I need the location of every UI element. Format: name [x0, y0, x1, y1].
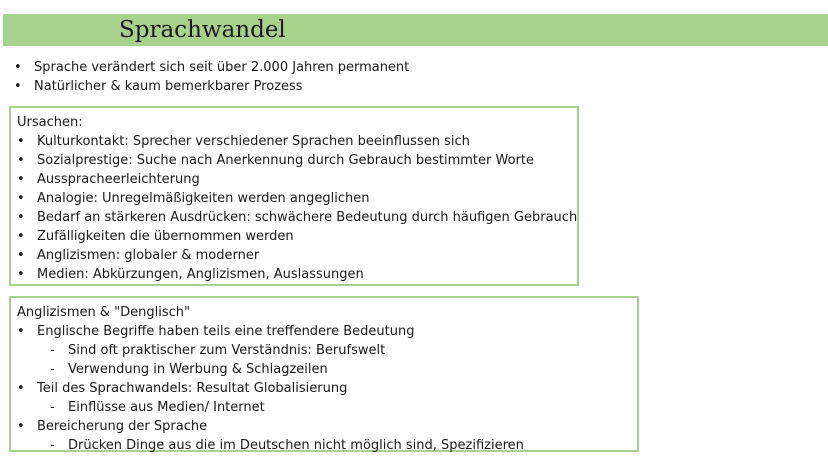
anglizismen-item	[17, 322, 524, 341]
ursachen-item-text: Anglizismen: globaler & moderner	[37, 248, 260, 263]
anglizismen-item	[17, 417, 524, 436]
anglizismen-item-text: Teil des Sprachwandels: Resultat Globalisierung	[37, 381, 348, 396]
dash-icon: -	[50, 343, 55, 358]
anglizismen-box	[9, 296, 639, 452]
bullet-icon: •	[17, 153, 25, 168]
dash-icon: -	[50, 400, 55, 415]
anglizismen-subitem-text: Sind oft praktischer zum Verständnis: Berufswelt	[68, 343, 386, 358]
ursachen-item-text: Sozialprestige: Suche nach Anerkennung durch Gebrauch bestimmter Worte	[37, 153, 534, 168]
intro-item-text: Natürlicher & kaum bemerkbarer Prozess	[34, 79, 303, 94]
bullet-icon: •	[14, 60, 22, 75]
ursachen-item-text: Medien: Abkürzungen, Anglizismen, Auslassungen	[37, 267, 364, 282]
ursachen-list	[17, 132, 577, 284]
slide-title: Sprachwandel	[119, 17, 286, 43]
intro-list	[14, 58, 409, 96]
ursachen-box	[9, 106, 579, 286]
bullet-icon: •	[17, 419, 25, 434]
ursachen-item-text: Zufälligkeiten die übernommen werden	[37, 229, 294, 244]
bullet-icon: •	[17, 229, 25, 244]
ursachen-item-text: Ausspracheerleichterung	[37, 172, 200, 187]
ursachen-item	[17, 170, 577, 189]
anglizismen-subitem	[17, 341, 524, 360]
ursachen-item-text: Analogie: Unregelmäßigkeiten werden angeglichen	[37, 191, 370, 206]
ursachen-heading: Ursachen:	[17, 115, 83, 130]
dash-icon: -	[50, 438, 55, 453]
anglizismen-subitem-text: Drücken Dinge aus die im Deutschen nicht möglich sind, Spezifizieren	[68, 438, 524, 453]
anglizismen-item-text: Englische Begriffe haben teils eine treffendere Bedeutung	[37, 324, 415, 339]
ursachen-item	[17, 265, 577, 284]
anglizismen-item	[17, 379, 524, 398]
ursachen-item-text: Kulturkontakt: Sprecher verschiedener Sprachen beeinflussen sich	[37, 134, 470, 149]
intro-item	[14, 77, 409, 96]
bullet-icon: •	[17, 324, 25, 339]
anglizismen-item-text: Bereicherung der Sprache	[37, 419, 208, 434]
ursachen-content	[17, 113, 577, 284]
anglizismen-content	[17, 303, 524, 455]
dash-icon: -	[50, 362, 55, 377]
anglizismen-subitem	[17, 360, 524, 379]
ursachen-item-text: Bedarf an stärkeren Ausdrücken: schwächere Bedeutung durch häufigen Gebrauch	[37, 210, 578, 225]
bullet-icon: •	[17, 210, 25, 225]
bullet-icon: •	[17, 248, 25, 263]
bullet-icon: •	[17, 267, 25, 282]
anglizismen-subitem-text: Verwendung in Werbung & Schlagzeilen	[68, 362, 328, 377]
anglizismen-subitem	[17, 398, 524, 417]
bullet-icon: •	[17, 134, 25, 149]
ursachen-item	[17, 189, 577, 208]
ursachen-item	[17, 208, 577, 227]
ursachen-item	[17, 227, 577, 246]
ursachen-item	[17, 246, 577, 265]
ursachen-item	[17, 132, 577, 151]
bullet-icon: •	[17, 172, 25, 187]
bullet-icon: •	[17, 191, 25, 206]
intro-item	[14, 58, 409, 77]
anglizismen-subitem	[17, 436, 524, 455]
anglizismen-subitem-text: Einflüsse aus Medien/ Internet	[68, 400, 265, 415]
intro-item-text: Sprache verändert sich seit über 2.000 Jahren permanent	[34, 60, 410, 75]
ursachen-item	[17, 151, 577, 170]
anglizismen-heading: Anglizismen & "Denglisch"	[17, 305, 190, 320]
anglizismen-list	[17, 322, 524, 455]
bullet-icon: •	[14, 79, 22, 94]
bullet-icon: •	[17, 381, 25, 396]
